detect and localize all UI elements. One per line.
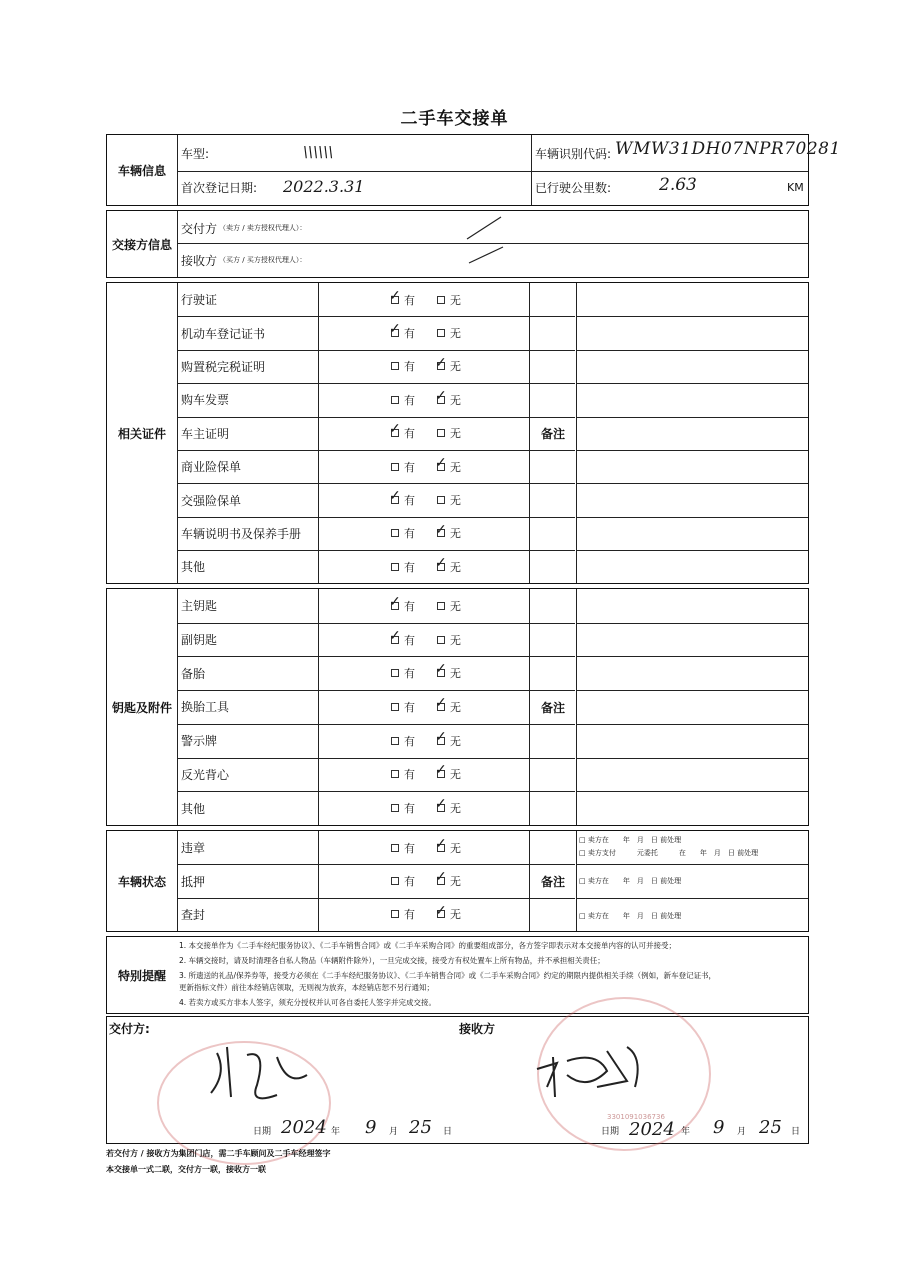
checkmark-icon: ✓ xyxy=(435,387,447,404)
vin-value: WMW31DH07NPR70281 xyxy=(615,139,841,159)
checkmark-icon: ✓ xyxy=(435,835,447,852)
keys-remark-label: 备注 xyxy=(540,700,565,715)
receive-signature-label: 接收方 xyxy=(459,1021,496,1036)
checkmark-icon: ✓ xyxy=(435,354,447,371)
handwritten-signatures xyxy=(107,1017,807,1143)
left-year-label: 年 xyxy=(331,1126,341,1137)
deliver-signature-label: 交付方: xyxy=(109,1021,150,1036)
option-no-label: 无 xyxy=(450,527,461,541)
checkbox-icon xyxy=(437,329,445,337)
documents-option-no[interactable] xyxy=(437,283,461,316)
documents-label: 相关证件 xyxy=(117,426,166,441)
documents-option-yes[interactable] xyxy=(391,383,415,416)
documents-item-label: 机动车登记证书 xyxy=(181,326,266,341)
special-reminder-label: 特别提醒 xyxy=(117,968,166,983)
documents-item-label: 购车发票 xyxy=(181,393,230,408)
vin-label: 车辆识别代码: xyxy=(535,146,612,161)
documents-option-yes[interactable] xyxy=(391,517,415,550)
documents-option-no[interactable] xyxy=(437,417,461,450)
option-yes-label: 有 xyxy=(404,908,415,922)
option-yes-label: 有 xyxy=(404,460,415,474)
checkbox-icon xyxy=(391,563,399,571)
mileage-label: 已行驶公里数: xyxy=(535,180,612,195)
checkbox-icon xyxy=(391,396,399,404)
checkbox-icon xyxy=(391,877,399,885)
status-label: 车辆状态 xyxy=(117,874,166,889)
right-day-label: 日 xyxy=(791,1126,801,1137)
documents-section xyxy=(106,282,809,584)
option-no-label: 无 xyxy=(450,360,461,374)
option-yes-label: 有 xyxy=(404,841,415,855)
option-yes-label: 有 xyxy=(404,327,415,341)
documents-item-label: 商业险保单 xyxy=(181,460,242,475)
documents-option-yes[interactable] xyxy=(391,350,415,383)
option-yes-label: 有 xyxy=(404,633,415,647)
mileage-unit: KM xyxy=(787,180,804,194)
vehicle-info-label: 车辆信息 xyxy=(117,163,166,178)
mileage-value: 2.63 xyxy=(659,175,697,195)
option-yes-label: 有 xyxy=(404,875,415,889)
status-remark-label: 备注 xyxy=(540,874,565,889)
status-option-yes[interactable] xyxy=(391,864,415,897)
keys-option-yes[interactable] xyxy=(391,758,415,792)
checkbox-icon xyxy=(437,636,445,644)
checkmark-icon: ✓ xyxy=(435,694,447,711)
checkmark-icon: ✓ xyxy=(435,902,447,919)
receive-party-hint: （买方 / 买方授权代理人）： xyxy=(219,256,307,264)
documents-remark-label: 备注 xyxy=(540,426,565,441)
checkmark-icon: ✓ xyxy=(435,521,447,538)
option-no-label: 无 xyxy=(450,393,461,407)
option-no-label: 无 xyxy=(450,700,461,714)
checkbox-icon xyxy=(437,296,445,304)
option-yes-label: 有 xyxy=(404,667,415,681)
status-remark-1: □ 卖方在 年 月 日 前处理 xyxy=(579,836,682,844)
left-day-label: 日 xyxy=(443,1126,453,1137)
option-yes-label: 有 xyxy=(404,560,415,574)
option-no-label: 无 xyxy=(450,599,461,613)
checkbox-icon xyxy=(437,602,445,610)
keys-item-label: 换胎工具 xyxy=(181,700,230,715)
left-date-month: 9 xyxy=(365,1117,377,1138)
checkbox-icon xyxy=(391,910,399,918)
keys-option-no[interactable] xyxy=(437,589,461,623)
option-yes-label: 有 xyxy=(404,599,415,613)
option-no-label: 无 xyxy=(450,494,461,508)
keys-item-label: 其他 xyxy=(181,801,206,816)
keys-option-no[interactable] xyxy=(437,623,461,657)
keys-item-label: 反光背心 xyxy=(181,767,230,782)
status-remark-3: □ 卖方在 年 月 日 前处理 xyxy=(579,877,682,885)
checkbox-icon xyxy=(437,496,445,504)
model-value: \\\\\\ xyxy=(303,143,334,161)
option-yes-label: 有 xyxy=(404,494,415,508)
documents-item-label: 车辆说明书及保养手册 xyxy=(181,526,302,541)
option-yes-label: 有 xyxy=(404,393,415,407)
seal-number: 3301091036736 xyxy=(607,1113,665,1121)
option-no-label: 无 xyxy=(450,460,461,474)
checkmark-icon: ✓ xyxy=(389,287,401,304)
documents-item-label: 行驶证 xyxy=(181,293,218,308)
checkmark-icon: ✓ xyxy=(389,321,401,338)
option-yes-label: 有 xyxy=(404,360,415,374)
option-yes-label: 有 xyxy=(404,293,415,307)
checkmark-icon: ✓ xyxy=(389,627,401,644)
page-title: 二手车交接单 xyxy=(400,109,509,129)
checkbox-icon xyxy=(391,703,399,711)
right-date-year: 2024 xyxy=(629,1119,675,1140)
status-remark-4: □ 卖方在 年 月 日 前处理 xyxy=(579,912,682,920)
keys-option-yes[interactable] xyxy=(391,791,415,825)
right-month-label: 月 xyxy=(737,1126,747,1137)
right-date-day: 25 xyxy=(759,1117,782,1138)
keys-option-yes[interactable] xyxy=(391,690,415,724)
parties-section xyxy=(106,210,809,278)
option-no-label: 无 xyxy=(450,560,461,574)
party-strike-marks xyxy=(107,211,807,277)
option-yes-label: 有 xyxy=(404,700,415,714)
option-no-label: 无 xyxy=(450,667,461,681)
keys-item-label: 主钥匙 xyxy=(181,599,218,614)
status-item-label: 违章 xyxy=(181,841,206,856)
option-no-label: 无 xyxy=(450,802,461,816)
option-yes-label: 有 xyxy=(404,734,415,748)
model-label: 车型: xyxy=(181,146,210,161)
checkmark-icon: ✓ xyxy=(435,796,447,813)
documents-option-no[interactable] xyxy=(437,483,461,516)
option-no-label: 无 xyxy=(450,293,461,307)
special-line-1: 1. 本交接单作为《二手车经纪服务协议》、《二手车销售合同》或《二手车采购合同》的重要组成部分，各方签字即表示对本交接单内容的认可并接受； xyxy=(179,941,677,950)
right-date-month: 9 xyxy=(713,1117,725,1138)
checkmark-icon: ✓ xyxy=(435,869,447,886)
checkmark-icon: ✓ xyxy=(389,593,401,610)
footer-line-1: 若交付方 / 接收方为集团门店，需二手车顾问及二手车经理签字 xyxy=(106,1149,331,1158)
status-item-label: 抵押 xyxy=(181,874,206,889)
option-no-label: 无 xyxy=(450,327,461,341)
deliver-party-hint: （卖方 / 卖方授权代理人）： xyxy=(219,224,307,232)
checkmark-icon: ✓ xyxy=(435,762,447,779)
right-year-label: 年 xyxy=(681,1126,691,1137)
option-yes-label: 有 xyxy=(404,427,415,441)
status-section xyxy=(106,830,809,932)
option-no-label: 无 xyxy=(450,768,461,782)
left-date-day: 25 xyxy=(409,1117,432,1138)
checkmark-icon: ✓ xyxy=(435,661,447,678)
deliver-party-label: 交付方 xyxy=(181,221,218,236)
registration-date-label: 首次登记日期: xyxy=(181,180,258,195)
checkbox-icon xyxy=(437,429,445,437)
footer-line-2: 本交接单一式二联，交付方一联，接收方一联 xyxy=(106,1165,266,1174)
special-line-2: 2. 车辆交接时，请及时清理各自私人物品（车辆附件除外），一旦完成交接，接受方有权处置车上所有物品，并不承担相关责任； xyxy=(179,956,605,965)
left-date-year: 2024 xyxy=(281,1117,327,1138)
keys-item-label: 备胎 xyxy=(181,666,206,681)
option-no-label: 无 xyxy=(450,841,461,855)
checkmark-icon: ✓ xyxy=(389,421,401,438)
checkbox-icon xyxy=(391,770,399,778)
option-no-label: 无 xyxy=(450,908,461,922)
documents-option-yes[interactable] xyxy=(391,550,415,583)
checkmark-icon: ✓ xyxy=(435,554,447,571)
documents-item-label: 车主证明 xyxy=(181,426,230,441)
special-line-4: 更新指标文件）前往本经销店领取，无则视为放弃，本经销店恕不另行通知； xyxy=(179,983,434,992)
vehicle-info-section xyxy=(106,134,841,206)
status-remark-2: □ 卖方支付 元委托 在 年 月 日 前处理 xyxy=(579,849,759,857)
keys-option-yes[interactable] xyxy=(391,656,415,690)
checkbox-icon xyxy=(391,362,399,370)
option-no-label: 无 xyxy=(450,734,461,748)
option-yes-label: 有 xyxy=(404,768,415,782)
checkbox-icon xyxy=(391,844,399,852)
keys-label: 钥匙及附件 xyxy=(111,700,172,715)
signature-section xyxy=(106,1016,809,1144)
parties-label: 交接方信息 xyxy=(111,237,172,252)
option-no-label: 无 xyxy=(450,875,461,889)
documents-option-no[interactable] xyxy=(437,316,461,349)
receive-party-label: 接收方 xyxy=(181,253,218,268)
status-item-label: 查封 xyxy=(181,907,206,922)
keys-section xyxy=(106,588,809,826)
status-option-yes[interactable] xyxy=(391,831,415,864)
documents-item-label: 购置税完税证明 xyxy=(181,359,266,374)
keys-option-yes[interactable] xyxy=(391,724,415,758)
documents-item-label: 交强险保单 xyxy=(181,493,242,508)
special-line-5: 4. 若卖方或买方非本人签字，须充分授权并认可各自委托人签字并完成交接。 xyxy=(179,998,437,1007)
option-yes-label: 有 xyxy=(404,527,415,541)
checkmark-icon: ✓ xyxy=(435,728,447,745)
special-reminder-section xyxy=(106,936,809,1014)
checkbox-icon xyxy=(391,737,399,745)
option-no-label: 无 xyxy=(450,633,461,647)
checkmark-icon: ✓ xyxy=(389,488,401,505)
right-date-label: 日期 xyxy=(601,1126,620,1137)
registration-date-value: 2022.3.31 xyxy=(283,177,365,196)
left-date-label: 日期 xyxy=(253,1126,272,1137)
checkbox-icon xyxy=(391,529,399,537)
documents-option-yes[interactable] xyxy=(391,450,415,483)
checkbox-icon xyxy=(391,669,399,677)
option-no-label: 无 xyxy=(450,427,461,441)
checkmark-icon: ✓ xyxy=(435,454,447,471)
special-line-3: 3. 所遗送的礼品/保养券等，接受方必须在《二手车经纪服务协议》、《二手车销售合同》或《二手车采购合同》约定的期限内提供相关手续（例如，新车登记证书， xyxy=(179,971,717,980)
checkbox-icon xyxy=(391,804,399,812)
option-yes-label: 有 xyxy=(404,802,415,816)
left-month-label: 月 xyxy=(389,1126,399,1137)
keys-item-label: 警示牌 xyxy=(181,734,218,749)
status-option-yes[interactable] xyxy=(391,898,415,931)
checkbox-icon xyxy=(391,463,399,471)
documents-item-label: 其他 xyxy=(181,560,206,575)
keys-item-label: 副钥匙 xyxy=(181,633,218,648)
